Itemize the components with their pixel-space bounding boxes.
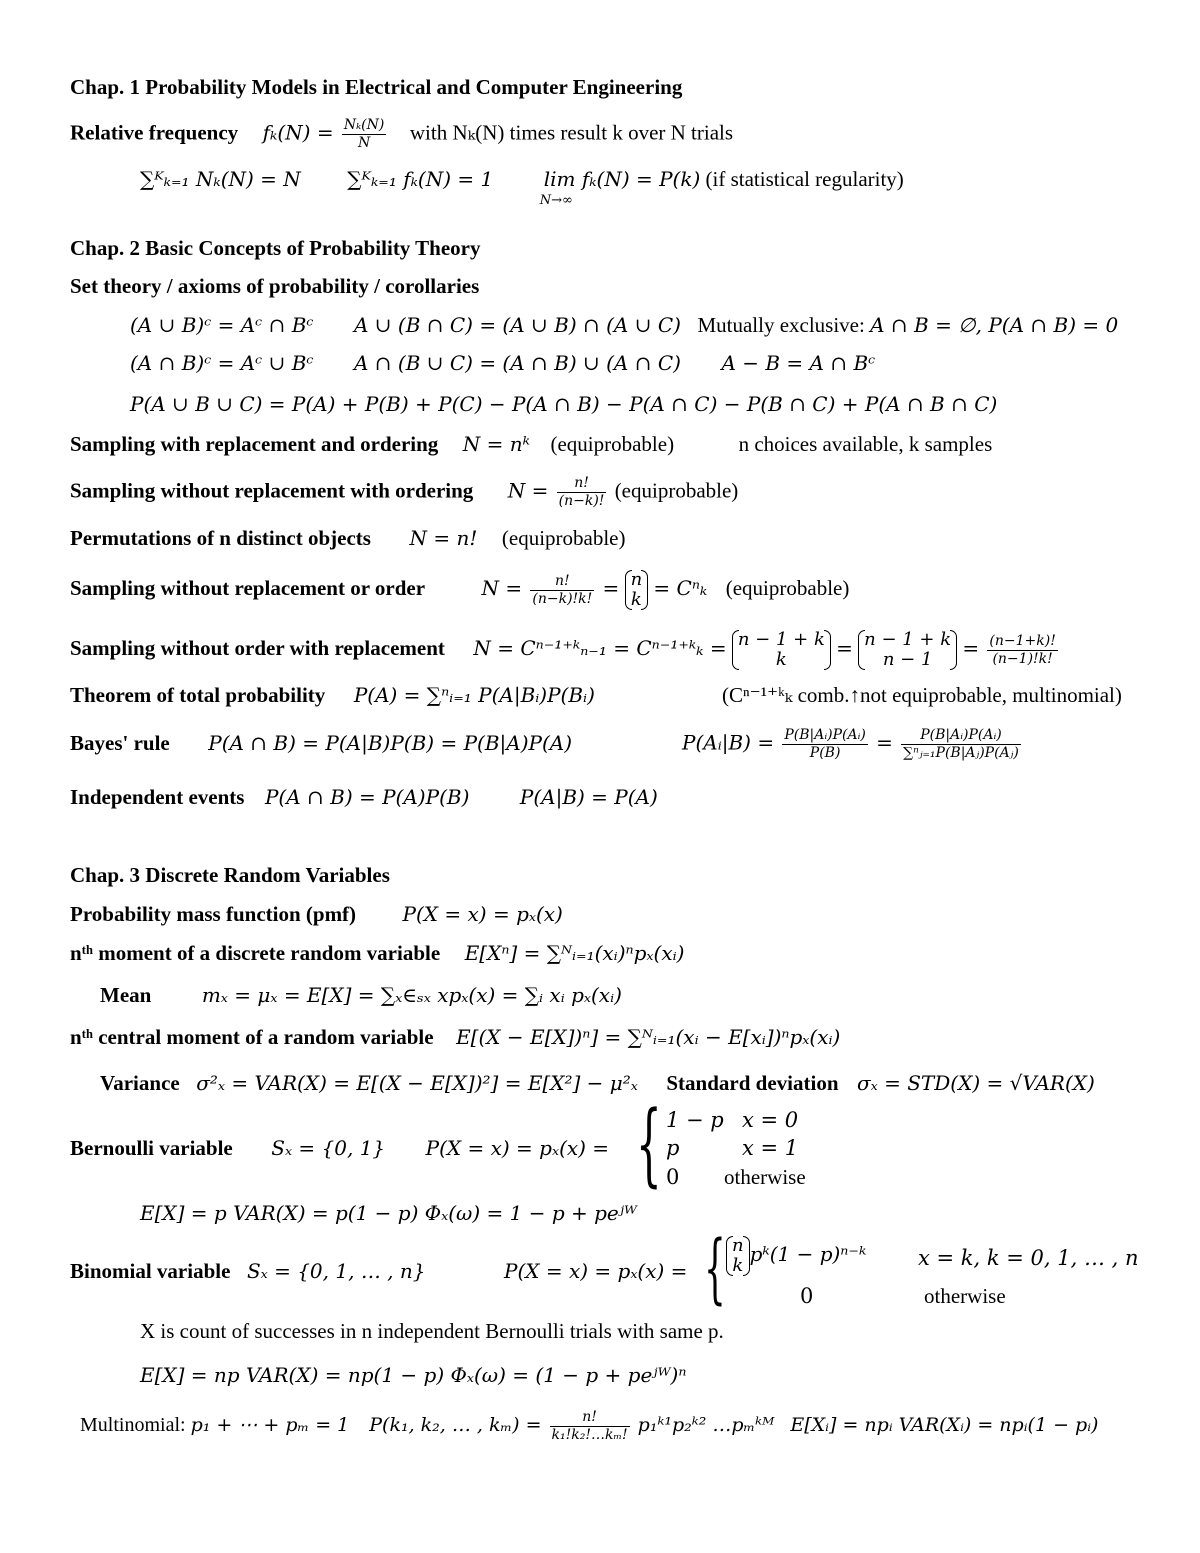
bayes-label: Bayes' rule bbox=[70, 731, 170, 755]
bayes-line bbox=[70, 730, 572, 756]
multinomial-label: Multinomial: bbox=[80, 1414, 186, 1437]
swnr-equals: = bbox=[602, 575, 620, 600]
binomial-case-2-value: 0 bbox=[800, 1284, 814, 1308]
binomial-pmf-lhs: P(X = x) = pₓ(x) = bbox=[504, 1259, 688, 1283]
de-morgan-2: (A ∩ B)ᶜ = Aᶜ ∪ Bᶜ bbox=[130, 351, 314, 375]
mean-label: Mean bbox=[100, 983, 152, 1007]
set-difference: A − B = A ∩ Bᶜ bbox=[721, 351, 876, 375]
bernoulli-line bbox=[70, 1135, 609, 1161]
swor-equals-2: = bbox=[836, 635, 853, 660]
bernoulli-label: Bernoulli variable bbox=[70, 1136, 233, 1160]
de-morgan-1: (A ∪ B)ᶜ = Aᶜ ∩ Bᶜ bbox=[130, 313, 314, 337]
bayes-fraction-1: $\frac{\text{P(B|Aᵢ)P(Aᵢ)}}{P(B)}$ bbox=[784, 727, 866, 761]
independent-conditional: P(A|B) = P(A) bbox=[519, 785, 658, 809]
independent-events-line bbox=[70, 784, 658, 810]
binomial-coefficient: n k bbox=[726, 1236, 750, 1276]
pmf-line bbox=[70, 901, 563, 927]
bernoulli-brace: { bbox=[636, 1092, 662, 1197]
pmf-label: Probability mass function (pmf) bbox=[70, 902, 357, 926]
central-moment-eq: E[(X − E[X])ⁿ] = ∑ᴺᵢ₌₁(xᵢ − E[xᵢ])ⁿpₓ(xᵢ) bbox=[456, 1025, 841, 1049]
bernoulli-case-3-value: 0 bbox=[666, 1165, 680, 1189]
swor-label: Sampling without order with replacement bbox=[70, 635, 445, 660]
sampling-without-replacement-ordering-line bbox=[70, 476, 738, 509]
bayes-equals: = bbox=[876, 730, 893, 755]
total-probability-eq: P(A) = ∑ⁿᵢ₌₁ P(A|Bᵢ)P(Bᵢ) bbox=[353, 683, 595, 707]
swr-label: Sampling with replacement and ordering bbox=[70, 432, 439, 456]
relative-frequency-desc: with Nₖ(N) times result k over N trials bbox=[409, 120, 734, 145]
relative-frequency-sums bbox=[140, 166, 904, 208]
sampling-without-replacement-order-line bbox=[70, 570, 849, 610]
swnr-label: Sampling without replacement or order bbox=[70, 575, 426, 600]
chapter-3-heading: Chap. 3 Discrete Random Variables bbox=[70, 863, 390, 887]
binomial-line bbox=[70, 1258, 687, 1284]
bernoulli-case-2-cond: x = 1 bbox=[742, 1136, 799, 1160]
multinomial-line bbox=[80, 1410, 1098, 1443]
distributive-1: A ∪ (B ∩ C) = (A ∪ B) ∩ (A ∪ C) bbox=[353, 313, 681, 337]
swnr-combination: = Cⁿₖ bbox=[653, 575, 708, 600]
permutations-equiprobable: (equiprobable) bbox=[501, 526, 626, 550]
independent-events-label: Independent events bbox=[70, 785, 245, 809]
binomial-case-1-value: pᵏ(1 − p)ⁿ⁻ᵏ bbox=[749, 1241, 867, 1266]
sampling-with-replacement-line bbox=[70, 431, 992, 457]
swnr-fraction: $\frac{n!}{(n-k)!k!}$ bbox=[532, 572, 593, 607]
binomial-moments-eq: E[X] = np VAR(X) = np(1 − p) Φₓ(ω) = (1 − p + peʲᵂ)ⁿ bbox=[140, 1363, 687, 1387]
bernoulli-case-2-value: p bbox=[666, 1136, 680, 1160]
binomial-description: X is count of successes in n independent Bernoulli trials with same p. bbox=[140, 1319, 724, 1343]
swnr-binomial: n k bbox=[625, 570, 649, 610]
chapter-2-heading: Chap. 2 Basic Concepts of Probability Theory bbox=[70, 236, 481, 260]
mean-line bbox=[100, 982, 622, 1008]
std-label: Standard deviation bbox=[666, 1071, 839, 1095]
sum-counts: ∑ᴷₖ₌₁ Nₖ(N) = N bbox=[140, 167, 301, 191]
limit-expression: lim fₖ(N) = P(k) N→∞ bbox=[544, 166, 701, 192]
bayes-lhs: P(Aᵢ|B) = bbox=[682, 730, 775, 755]
permutations-line bbox=[70, 525, 626, 551]
swor-binomial-2: n − 1 + k n − 1 bbox=[858, 630, 957, 670]
independent-product: P(A ∩ B) = P(A)P(B) bbox=[264, 785, 470, 809]
total-probability-note: (Cⁿ⁻¹⁺ᵏₖ comb.↑not equiprobable, multinomial) bbox=[722, 683, 1122, 707]
binomial-moments bbox=[140, 1362, 686, 1388]
permutations-label: Permutations of n distinct objects bbox=[70, 526, 371, 550]
multinomial-pmf-lhs: P(k₁, k₂, … , kₘ) = bbox=[369, 1414, 542, 1437]
bernoulli-case-3-cond: otherwise bbox=[724, 1165, 806, 1189]
swo-fraction: $\frac{n!}{(n-k)!}$ bbox=[558, 475, 605, 509]
swo-equiprobable: (equiprobable) bbox=[614, 478, 739, 503]
binomial-case-2-cond: otherwise bbox=[924, 1284, 1006, 1308]
swor-equals-3: = bbox=[962, 635, 980, 660]
multinomial-moments: E[Xᵢ] = npᵢ VAR(Xᵢ) = npᵢ(1 − pᵢ) bbox=[790, 1414, 1099, 1437]
chapter-1-heading: Chap. 1 Probability Models in Electrical and Computer Engineering bbox=[70, 75, 683, 99]
distributive-2: A ∩ (B ∪ C) = (A ∩ B) ∪ (A ∩ C) bbox=[353, 351, 681, 375]
swor-lhs: N = Cⁿ⁻¹⁺ᵏₙ₋₁ = Cⁿ⁻¹⁺ᵏₖ = bbox=[473, 635, 727, 660]
multinomial-powers: p₁ᵏ¹p₂ᵏ² …pₘᵏᴹ bbox=[637, 1414, 775, 1437]
bayes-fraction-2: $\frac{\text{P(B|Aᵢ)P(Aᵢ)}}{\text{∑ⁿⱼ₌₁P(B|Aⱼ)P(Aⱼ)}}$ bbox=[903, 727, 1019, 761]
total-probability-line bbox=[70, 682, 595, 708]
variance-label: Variance bbox=[100, 1071, 180, 1095]
bernoulli-moments bbox=[140, 1200, 637, 1226]
multinomial-fraction: $\frac{n!}{\text{k₁!k₂!…kₘ!}}$ bbox=[551, 1409, 628, 1443]
total-probability-label: Theorem of total probability bbox=[70, 683, 326, 707]
set-identities-2 bbox=[130, 350, 875, 376]
sampling-without-order-with-replacement-line bbox=[70, 630, 1061, 670]
limit-subscript: N→∞ bbox=[539, 193, 573, 208]
bayes-product-rule: P(A ∩ B) = P(A|B)P(B) = P(B|A)P(A) bbox=[208, 731, 573, 755]
bernoulli-case-1-cond: x = 0 bbox=[742, 1108, 799, 1132]
relative-frequency-line bbox=[70, 118, 733, 151]
permutations-eq: N = n! bbox=[409, 526, 478, 550]
binomial-label: Binomial variable bbox=[70, 1259, 231, 1283]
swor-fraction: $\frac{(n-1+k)!}{(n-1)!k!}$ bbox=[989, 632, 1056, 667]
multinomial-sum: p₁ + ⋯ + pₘ = 1 bbox=[190, 1414, 350, 1437]
nth-moment-label: nᵗʰ moment of a discrete random variable bbox=[70, 941, 441, 965]
inclusion-exclusion-eq: P(A ∪ B ∪ C) = P(A) + P(B) + P(C) − P(A ∩ B) − P(A ∩ C) − P(B ∩ C) + P(A ∩ B ∩ C) bbox=[130, 392, 998, 416]
relative-frequency-label: Relative frequency bbox=[70, 120, 239, 145]
variance-eq: σ²ₓ = VAR(X) = E[(X − E[X])²] = E[X²] − μ²ₓ bbox=[196, 1071, 638, 1095]
swo-label: Sampling without replacement with ordering bbox=[70, 478, 474, 503]
sum-frequencies: ∑ᴷₖ₌₁ fₖ(N) = 1 bbox=[347, 167, 494, 191]
limit-note: (if statistical regularity) bbox=[705, 167, 904, 191]
bernoulli-case-1-value: 1 − p bbox=[666, 1108, 724, 1132]
set-theory-heading: Set theory / axioms of probability / corollaries bbox=[70, 274, 480, 298]
binomial-case-1 bbox=[726, 1236, 866, 1276]
binomial-sample-space: Sₓ = {0, 1, … , n} bbox=[246, 1259, 426, 1283]
pmf-eq: P(X = x) = pₓ(x) bbox=[402, 902, 563, 926]
std-eq: σₓ = STD(X) = √VAR(X) bbox=[857, 1071, 1095, 1095]
binomial-brace: { bbox=[704, 1223, 726, 1312]
mean-eq: mₓ = μₓ = E[X] = ∑ₓ∈ₛₓ xpₓ(x) = ∑ᵢ xᵢ pₓ(xᵢ) bbox=[201, 983, 622, 1007]
central-moment-label: nᵗʰ central moment of a random variable bbox=[70, 1025, 434, 1049]
inclusion-exclusion bbox=[130, 391, 997, 417]
set-identities-1 bbox=[130, 312, 1118, 338]
bayes-rule bbox=[682, 728, 1024, 761]
bernoulli-pmf-lhs: P(X = x) = pₓ(x) = bbox=[425, 1136, 610, 1160]
relative-frequency-lhs: fₖ(N) = bbox=[262, 120, 334, 145]
binomial-case-1-cond: x = k, k = 0, 1, … , n bbox=[918, 1246, 1139, 1270]
swr-equiprobable: (equiprobable) bbox=[550, 432, 675, 456]
relative-frequency-fraction: $\frac{\text{Nₖ(N)}}{N}$ bbox=[343, 117, 385, 151]
nth-moment-line bbox=[70, 940, 684, 966]
bernoulli-sample-space: Sₓ = {0, 1} bbox=[271, 1136, 386, 1160]
swr-note: n choices available, k samples bbox=[738, 432, 993, 456]
swo-lhs: N = bbox=[507, 478, 549, 503]
swr-eq: N = nᵏ bbox=[462, 432, 530, 456]
swnr-equiprobable: (equiprobable) bbox=[725, 575, 850, 600]
mutually-exclusive-eq: A ∩ B = ∅, P(A ∩ B) = 0 bbox=[870, 313, 1119, 337]
bernoulli-moments-eq: E[X] = p VAR(X) = p(1 − p) Φₓ(ω) = 1 − p + peʲᵂ bbox=[140, 1201, 637, 1225]
central-moment-line bbox=[70, 1024, 840, 1050]
swnr-lhs: N = bbox=[481, 575, 523, 600]
mutually-exclusive-label: Mutually exclusive: bbox=[697, 313, 865, 337]
nth-moment-eq: E[Xⁿ] = ∑ᴺᵢ₌₁(xᵢ)ⁿpₓ(xᵢ) bbox=[464, 941, 685, 965]
variance-line bbox=[100, 1070, 1095, 1096]
swor-binomial-1: n − 1 + k k bbox=[732, 630, 831, 670]
